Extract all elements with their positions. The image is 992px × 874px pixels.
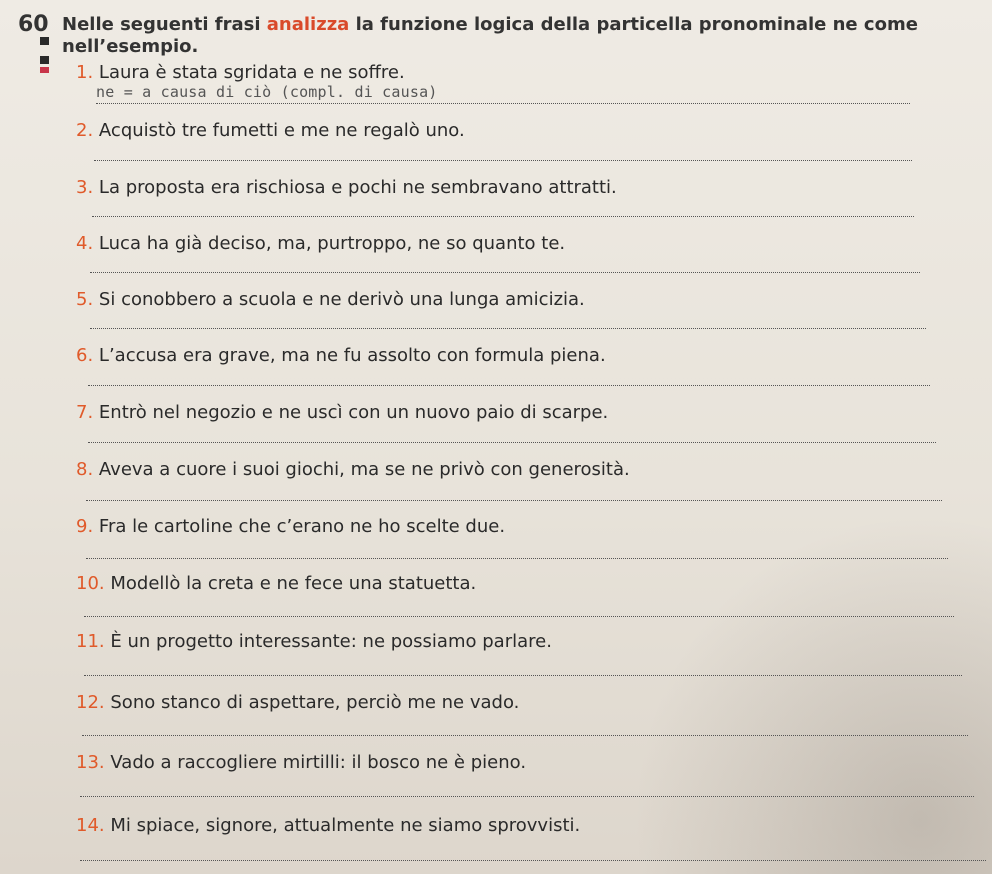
marker-icon	[40, 56, 49, 64]
instruction	[62, 14, 918, 35]
answer-line-14[interactable]	[80, 860, 986, 861]
answer-line-9[interactable]	[86, 558, 948, 559]
example-answer: ne = a causa di ciò (compl. di causa)	[96, 83, 438, 101]
instruction-line2: nell’esempio.	[62, 36, 199, 57]
sentence-9: 9. Fra le cartoline che c’erano ne ho scelte due.	[76, 516, 506, 537]
sentence-1: 1. Laura è stata sgridata e ne soffre.	[76, 62, 405, 83]
sentence-10: 10. Modellò la creta e ne fece una statuetta.	[76, 573, 477, 594]
sentence-3: 3. La proposta era rischiosa e pochi ne sembravano attratti.	[76, 177, 617, 198]
sentence-7: 7. Entrò nel negozio e ne uscì con un nuovo paio di scarpe.	[76, 402, 609, 423]
sentence-12: 12. Sono stanco di aspettare, perciò me ne vado.	[76, 692, 520, 713]
instruction-highlight: analizza	[266, 14, 350, 35]
sentence-6: 6. L’accusa era grave, ma ne fu assolto con formula piena.	[76, 345, 606, 366]
answer-line-3[interactable]	[92, 216, 914, 217]
answer-line-4[interactable]	[90, 272, 920, 273]
sentence-4: 4. Luca ha già deciso, ma, purtroppo, ne so quanto te.	[76, 233, 566, 254]
sentence-5: 5. Si conobbero a scuola e ne derivò una lunga amicizia.	[76, 289, 585, 310]
sentence-8: 8. Aveva a cuore i suoi giochi, ma se ne privò con generosità.	[76, 459, 630, 480]
sentence-13: 13. Vado a raccogliere mirtilli: il bosco ne è pieno.	[76, 752, 527, 773]
answer-line-10[interactable]	[84, 616, 954, 617]
answer-line-11[interactable]	[84, 675, 962, 676]
sentence-2: 2. Acquistò tre fumetti e me ne regalò uno.	[76, 120, 465, 141]
sentence-14: 14. Mi spiace, signore, attualmente ne siamo sprovvisti.	[76, 815, 581, 836]
marker-icon	[40, 67, 49, 73]
answer-line-5[interactable]	[90, 328, 926, 329]
instruction-part2: la funzione logica della particella pronominale ne come	[349, 14, 918, 35]
instruction-part1: Nelle seguenti frasi	[62, 14, 267, 35]
answer-line-1[interactable]	[96, 103, 910, 104]
answer-line-2[interactable]	[94, 160, 912, 161]
answer-line-6[interactable]	[88, 385, 930, 386]
answer-line-7[interactable]	[88, 442, 936, 443]
page-shadow	[632, 514, 992, 874]
marker-icon	[40, 37, 49, 45]
answer-line-12[interactable]	[82, 735, 968, 736]
sentence-11: 11. È un progetto interessante: ne possiamo parlare.	[76, 631, 552, 652]
answer-line-13[interactable]	[80, 796, 974, 797]
answer-line-8[interactable]	[86, 500, 942, 501]
exercise-number: 60	[18, 12, 49, 37]
